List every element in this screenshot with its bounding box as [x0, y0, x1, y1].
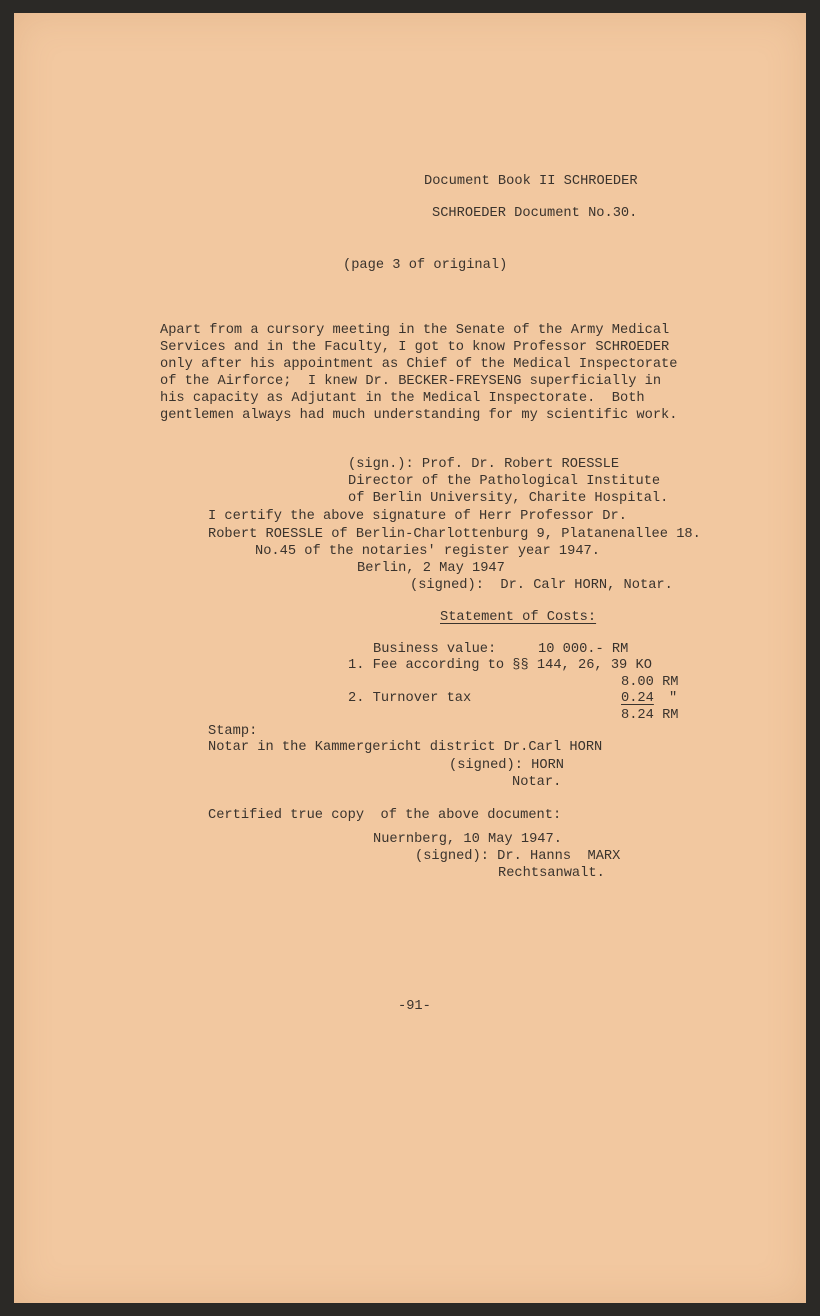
certification-place-date: Berlin, 2 May 1947 — [357, 561, 505, 576]
signature-line: (sign.): Prof. Dr. Robert ROESSLE — [348, 457, 620, 472]
costs-title: Statement of Costs: — [440, 610, 597, 625]
stamp-label: Stamp: — [208, 724, 258, 739]
copy-signed: (signed): Dr. Hanns MARX — [415, 849, 621, 864]
stamp-signed: (signed): HORN — [449, 758, 564, 773]
page-reference: (page 3 of original) — [343, 258, 508, 273]
signature-line: Director of the Pathological Institute — [348, 474, 661, 489]
certification-line: I certify the above signature of Herr Professor Dr. — [208, 509, 627, 524]
tax-amount: 0.24 — [621, 691, 654, 706]
certification-line: No.45 of the notaries' register year 1947. — [255, 544, 600, 559]
body-line: his capacity as Adjutant in the Medical Inspectorate. Both — [160, 391, 645, 406]
body-line: Apart from a cursory meeting in the Senate of the Army Medical — [160, 323, 670, 338]
tax-ditto: " — [669, 691, 678, 706]
body-line: Services and in the Faculty, I got to know Professor SCHROEDER — [160, 340, 670, 355]
fee-amount: 8.00 RM — [621, 675, 679, 690]
cost-total: 8.24 RM — [621, 708, 679, 723]
stamp-text: Notar in the Kammergericht district Dr.Carl HORN — [208, 740, 603, 755]
body-line: of the Airforce; I knew Dr. BECKER-FREYSENG superficially in — [160, 374, 662, 389]
document-book-heading: Document Book II SCHROEDER — [424, 174, 638, 189]
tax-label: 2. Turnover tax — [348, 691, 472, 706]
certification-line: Robert ROESSLE of Berlin-Charlottenburg 9, Platanenallee 18. — [208, 527, 701, 542]
page-number: -91- — [398, 999, 431, 1014]
document-number: SCHROEDER Document No.30. — [432, 206, 638, 221]
signature-line: of Berlin University, Charite Hospital. — [348, 491, 669, 506]
body-line: only after his appointment as Chief of the Medical Inspectorate — [160, 357, 678, 372]
fee-label: 1. Fee according to §§ 144, 26, 39 KO — [348, 658, 652, 673]
certification-signed: (signed): Dr. Calr HORN, Notar. — [410, 578, 673, 593]
copy-place-date: Nuernberg, 10 May 1947. — [373, 832, 562, 847]
copy-certification: Certified true copy of the above document: — [208, 808, 562, 823]
body-line: gentlemen always had much understanding for my scientific work. — [160, 408, 678, 423]
stamp-title: Notar. — [512, 775, 562, 790]
copy-title: Rechtsanwalt. — [498, 866, 605, 881]
business-value: 10 000.- RM — [538, 642, 629, 657]
business-value-label: Business value: — [373, 642, 497, 657]
